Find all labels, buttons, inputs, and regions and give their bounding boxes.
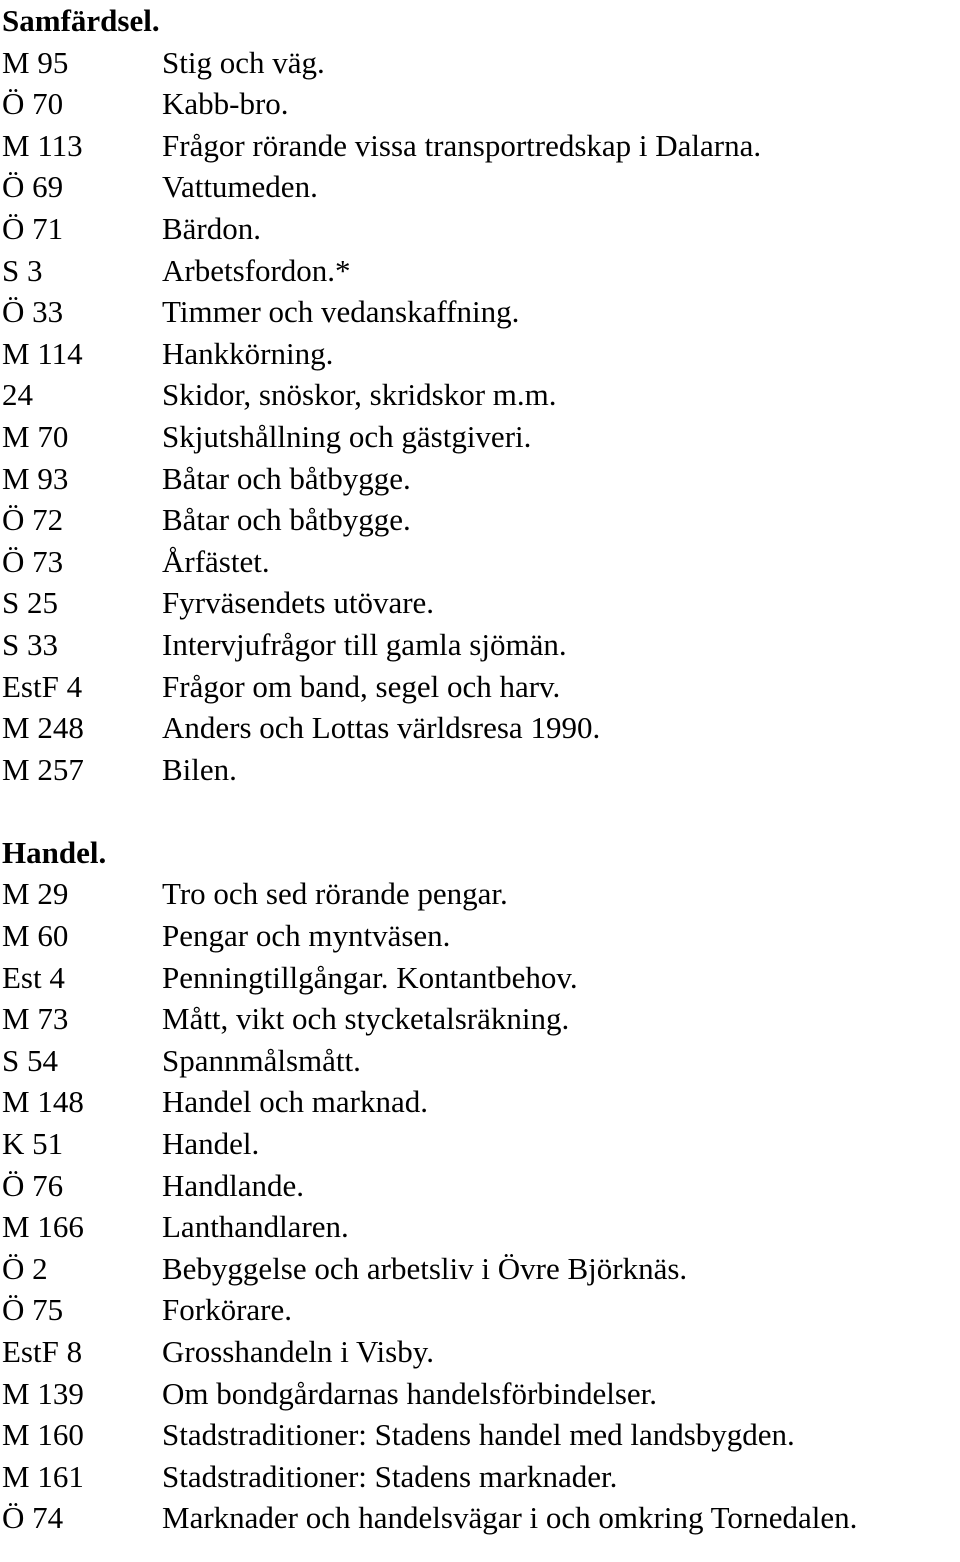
entry-code: Ö 69 <box>2 169 64 205</box>
entry-title: Bilen. <box>162 751 237 787</box>
entry-title: Frågor rörande vissa transportredskap i Dalarna. <box>162 127 762 163</box>
entry-code: Ö 70 <box>2 86 64 122</box>
entry-title: Kabb-bro. <box>162 86 289 122</box>
entry-code: Ö 2 <box>2 1250 48 1286</box>
entry-code: S 25 <box>2 585 58 621</box>
entry-title: Grosshandeln i Visby. <box>162 1334 434 1369</box>
list-item <box>0 416 960 458</box>
entry-title: Handlande. <box>162 1167 305 1203</box>
list-item <box>0 957 960 999</box>
list-item <box>0 125 960 167</box>
entry-title: Mått, vikt och stycketalsräkning. <box>162 1001 570 1037</box>
entry-code: S 54 <box>2 1042 58 1078</box>
list-item <box>0 83 960 125</box>
entry-code: 24 <box>2 377 33 413</box>
entry-code: M 70 <box>2 418 69 454</box>
entry-code: EstF 4 <box>2 668 83 704</box>
entry-code: M 73 <box>2 1001 69 1037</box>
entry-code: M 248 <box>2 710 84 746</box>
entry-title: Båtar och båtbygge. <box>162 460 411 496</box>
list-item <box>0 291 960 333</box>
list-item <box>0 458 960 500</box>
entry-title: Stadstraditioner: Stadens handel med landsbygden. <box>162 1417 795 1453</box>
list-item <box>0 1081 960 1123</box>
entry-code: M 160 <box>2 1417 84 1453</box>
entry-code: Ö 72 <box>2 502 64 538</box>
entry-title: Skidor, snöskor, skridskor m.m. <box>162 377 557 413</box>
entry-code: M 114 <box>2 335 83 371</box>
entry-title: Skjutshållning och gästgiveri. <box>162 418 532 454</box>
entry-title: Stadstraditioner: Stadens marknader. <box>162 1458 618 1494</box>
list-item <box>0 208 960 250</box>
list-item <box>0 1123 960 1165</box>
entry-code: M 148 <box>2 1084 84 1120</box>
section-heading: Samfärdsel. <box>2 3 160 38</box>
list-item <box>0 624 960 666</box>
section-spacer <box>0 790 960 832</box>
entry-title: Lanthandlaren. <box>162 1209 349 1245</box>
entry-code: Ö 74 <box>2 1500 64 1536</box>
list-item <box>0 1206 960 1248</box>
entry-code: Ö 73 <box>2 543 64 579</box>
list-item <box>0 166 960 208</box>
entry-code: S 33 <box>2 626 58 662</box>
entry-title: Arbetsfordon.* <box>162 252 351 288</box>
entry-code: M 93 <box>2 460 69 496</box>
entry-title: Bärdon. <box>162 210 262 246</box>
entry-title: Tro och sed rörande pengar. <box>162 876 508 912</box>
entry-code: M 166 <box>2 1209 84 1245</box>
entry-code: Ö 75 <box>2 1292 64 1328</box>
entry-title: Pengar och myntväsen. <box>162 918 451 954</box>
entry-title: Anders och Lottas världsresa 1990. <box>162 710 601 746</box>
list-item <box>0 1289 960 1331</box>
entry-code: M 60 <box>2 918 69 954</box>
entry-title: Timmer och vedanskaffning. <box>162 294 520 330</box>
entry-title: Hankkörning. <box>162 335 334 371</box>
list-item <box>0 998 960 1040</box>
entry-code: M 113 <box>2 127 83 163</box>
entry-title: Intervjufrågor till gamla sjömän. <box>162 626 567 662</box>
list-item <box>0 42 960 84</box>
list-item <box>0 541 960 583</box>
list-item <box>0 915 960 957</box>
entry-code: M 139 <box>2 1375 84 1411</box>
entry-code: Ö 71 <box>2 210 64 246</box>
section-handel <box>0 832 960 1539</box>
list-item <box>0 1456 960 1498</box>
entry-title: Forkörare. <box>162 1292 292 1328</box>
list-item <box>0 1497 960 1539</box>
list-item <box>0 1165 960 1207</box>
list-item <box>0 707 960 749</box>
entry-title: Penningtillgångar. Kontantbehov. <box>162 959 578 995</box>
entry-code: M 29 <box>2 876 69 912</box>
entry-title: Handel. <box>162 1126 260 1162</box>
entry-title: Om bondgårdarnas handelsförbindelser. <box>162 1375 658 1411</box>
entry-title: Handel och marknad. <box>162 1084 428 1120</box>
entry-code: Est 4 <box>2 959 65 995</box>
list-item <box>0 250 960 292</box>
entry-title: Vattumeden. <box>162 169 318 205</box>
list-item <box>0 1414 960 1456</box>
list-item <box>0 333 960 375</box>
entry-code: Ö 33 <box>2 294 64 330</box>
entry-title: Marknader och handelsvägar i och omkring Tornedalen. <box>162 1500 858 1536</box>
list-item <box>0 666 960 708</box>
entry-title: Fyrväsendets utövare. <box>162 585 435 621</box>
section-heading: Handel. <box>2 834 107 870</box>
list-item <box>0 1331 960 1373</box>
list-item <box>0 374 960 416</box>
entry-title: Spannmålsmått. <box>162 1042 361 1078</box>
list-item <box>0 1040 960 1082</box>
entry-title: Båtar och båtbygge. <box>162 502 411 538</box>
entry-title: Bebyggelse och arbetsliv i Övre Björknäs. <box>162 1250 688 1286</box>
list-item <box>0 1373 960 1415</box>
entry-code: S 3 <box>2 252 43 288</box>
entry-code: K 51 <box>2 1126 64 1162</box>
list-item <box>0 582 960 624</box>
list-item <box>0 1248 960 1290</box>
entry-code: Ö 76 <box>2 1167 64 1203</box>
entry-title: Frågor om band, segel och harv. <box>162 668 561 704</box>
entry-title: Stig och väg. <box>162 44 325 80</box>
list-item <box>0 499 960 541</box>
entry-code: M 161 <box>2 1458 84 1494</box>
entry-code: EstF 8 <box>2 1334 83 1369</box>
list-item <box>0 749 960 791</box>
entry-code: M 257 <box>2 751 84 787</box>
entry-code: M 95 <box>2 44 69 80</box>
list-item <box>0 873 960 915</box>
entry-title: Årfästet. <box>162 543 270 579</box>
